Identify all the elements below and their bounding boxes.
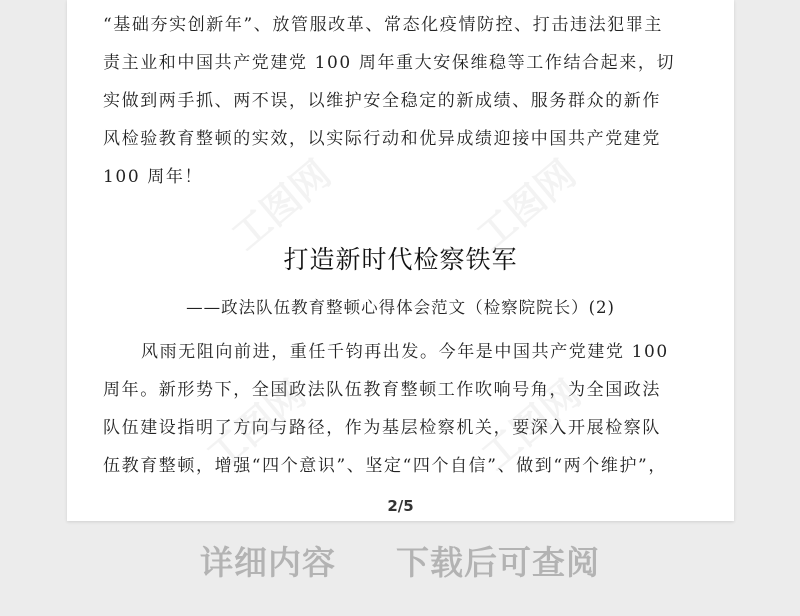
section-subtitle: ——政法队伍教育整顿心得体会范文（检察院院长）(2) (186, 298, 615, 317)
watermark: 工图网 (198, 371, 315, 479)
watermark: 工图网 (468, 151, 585, 259)
document-page (67, 0, 734, 521)
page-indicator: 2/5 (387, 497, 414, 515)
paragraph-line: 风雨无阻向前进，重任千钧再出发。今年是中国共产党建党 100 (141, 342, 669, 362)
watermark: 工图网 (223, 151, 340, 259)
download-link[interactable]: 下载后可查阅 (396, 543, 600, 582)
paragraph-line: 风检验教育整顿的实效，以实际行动和优异成绩迎接中国共产党建党 (103, 129, 661, 149)
paragraph-line: 周年。新形势下，全国政法队伍教育整顿工作吹响号角，为全国政法 (103, 380, 661, 400)
watermark: 工图网 (473, 371, 590, 479)
paragraph-line: 队伍建设指明了方向与路径，作为基层检察机关，要深入开展检察队 (103, 418, 661, 438)
paragraph-line: 100 周年！ (103, 167, 204, 187)
details-link[interactable]: 详细内容 (200, 543, 336, 582)
paragraph-line: 伍教育整顿，增强“四个意识”、坚定“四个自信”、做到“两个维护”， (103, 456, 667, 476)
paragraph-line: “基础夯实创新年”、放管服改革、常态化疫情防控、打击违法犯罪主 (103, 15, 663, 35)
paragraph-line: 实做到两手抓、两不误，以维护安全稳定的新成绩、服务群众的新作 (103, 91, 661, 111)
bottom-action-bar (0, 535, 800, 595)
section-title: 打造新时代检察铁军 (283, 245, 518, 274)
paragraph-line: 责主业和中国共产党建党 100 周年重大安保维稳等工作结合起来，切 (103, 53, 676, 73)
